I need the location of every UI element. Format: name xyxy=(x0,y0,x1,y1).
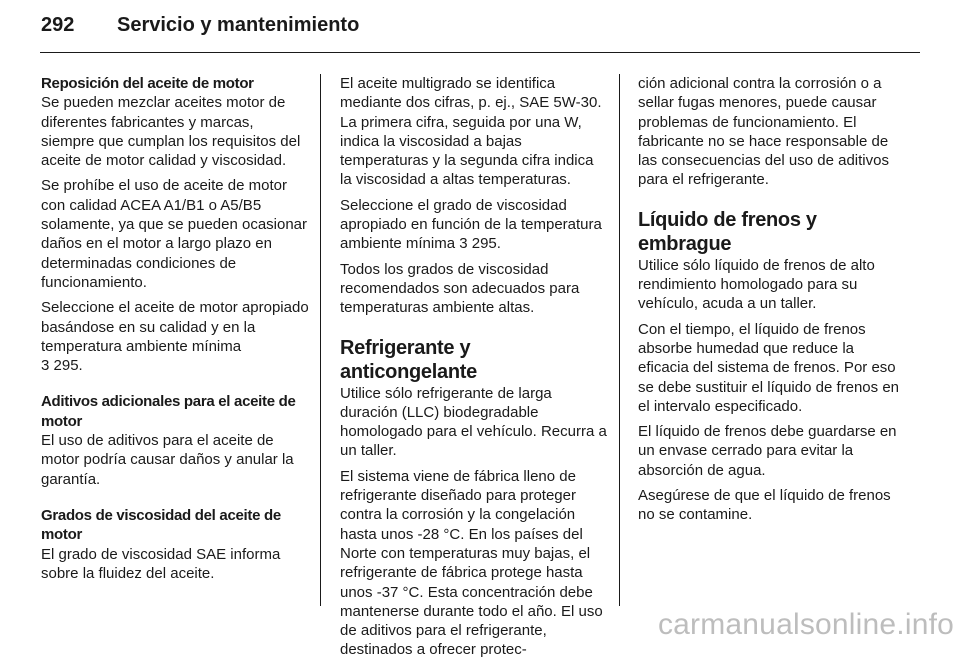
paragraph: ción adicional contra la corrosión o a sellar fugas menores, puede causar problemas de funcionamiento. El fabricante no se hace responsable de las consecuencias del uso de aditivos para el refrigerante. xyxy=(638,75,889,189)
paragraph: El uso de aditivos para el aceite de motor podría causar daños y anular la garantía. xyxy=(41,432,294,488)
column-3 xyxy=(638,74,906,531)
paragraph: El líquido de frenos debe guardarse en un envase cerrado para evitar la absorción de agua. xyxy=(638,423,897,479)
column-divider-1 xyxy=(320,74,321,606)
paragraph: Utilice sólo refrigerante de larga duración (LLC) biodegradable homologado para el vehículo. Recurra a un taller. xyxy=(340,384,607,460)
paragraph: El aceite multigrado se identifica mediante dos cifras, p. ej., SAE 5W-30. La primera cifra, seguida por una W, indica la viscosidad a bajas temperaturas y la segunda cifra indica la viscosidad a altas temperaturas. xyxy=(340,75,602,189)
paragraph: Asegúrese de que el líquido de frenos no se contamine. xyxy=(638,487,891,524)
paragraph: Seleccione el grado de viscosidad apropiado en función de la temperatura ambiente mínima 3 295. xyxy=(340,196,602,253)
page-header xyxy=(41,14,359,46)
paragraph: Se prohíbe el uso de aceite de motor con calidad ACEA A1/B1 o A5/B5 solamente, ya que se pueden ocasionar daños en el motor a largo plazo en determinadas condiciones de funcionamiento. xyxy=(41,177,308,291)
heading-liquido-frenos: Líquido de frenos y embrague xyxy=(638,208,817,255)
heading-refrigerante: Refrigerante y anticongelante xyxy=(340,336,477,383)
watermark: carmanualsonline.info xyxy=(657,608,954,641)
paragraph: Con el tiempo, el líquido de frenos absorbe humedad que reduce la eficacia del sistema de frenos. Por eso se debe sustituir el líquido de frenos en el intervalo especificado. xyxy=(638,320,899,415)
paragraph: Todos los grados de viscosidad recomendados son adecuados para temperaturas ambiente altas. xyxy=(340,260,580,317)
column-1 xyxy=(41,74,309,589)
paragraph: El grado de viscosidad SAE informa sobre la fluidez del aceite. xyxy=(41,545,281,582)
header-rule xyxy=(40,52,920,53)
paragraph: El sistema viene de fábrica lleno de refrigerante diseñado para proteger contra la corrosión y la congelación hasta unos -28 °C. En los países del Norte con temperaturas muy bajas, el refrigerante de fábrica protege hasta unos -37 °C. Esta concentración debe mantenerse durante todo el año. El uso de aditivos para el refrigerante, destinados a ofrecer protec- xyxy=(340,467,603,659)
page-title: Servicio y mantenimiento xyxy=(117,14,360,36)
heading-grados: Grados de viscosidad del aceite de motor xyxy=(41,506,281,544)
paragraph xyxy=(41,298,309,375)
paragraph: Se pueden mezclar aceites motor de diferentes fabricantes y marcas, siempre que cumplan los requisitos del aceite de motor calidad y viscosidad. xyxy=(41,94,301,170)
heading-aditivos: Aditivos adicionales para el aceite de motor xyxy=(41,393,296,430)
heading-reposicion: Reposición del aceite de motor xyxy=(41,75,254,92)
page-number: 292 xyxy=(41,14,75,36)
paragraph-text: Seleccione el aceite de motor apropiado basándose en su calidad y en la temperatura ambiente mínima xyxy=(41,299,309,355)
column-2 xyxy=(340,74,608,666)
paragraph: Utilice sólo líquido de frenos de alto rendimiento homologado para su vehículo, acuda a un taller. xyxy=(638,256,875,313)
page-reference-link[interactable]: 3 295. xyxy=(41,357,83,375)
column-divider-2 xyxy=(619,74,620,606)
